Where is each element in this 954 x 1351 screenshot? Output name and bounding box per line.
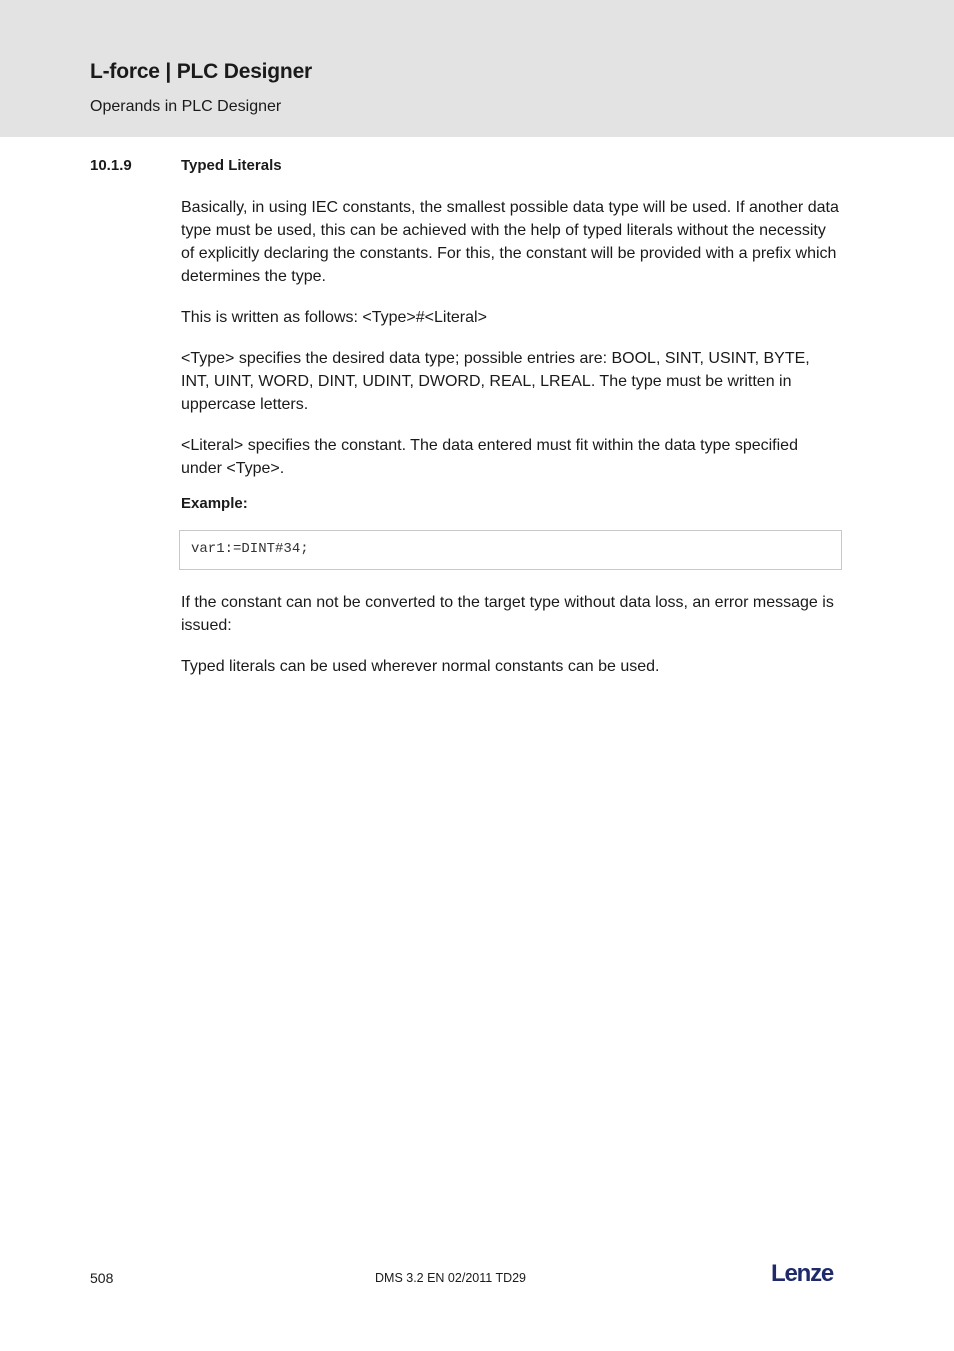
- code-example: var1:=DINT#34;: [191, 541, 309, 557]
- paragraph-intro: Basically, in using IEC constants, the smallest possible data type will be used. If another data type must be used, this can be achieved with the help of typed literals without the necessity of explicitly declaring the constants. For this, the constant will be provided with a prefix which determines the type.: [181, 199, 839, 285]
- page-number: 508: [90, 1270, 114, 1286]
- paragraph-usage: Typed literals can be used wherever normal constants can be used.: [181, 658, 660, 675]
- lenze-logo: [770, 1259, 850, 1287]
- chapter-subtitle: Operands in PLC Designer: [90, 98, 282, 115]
- document-title: L-force | PLC Designer: [90, 60, 313, 83]
- code-example-box: [179, 530, 842, 570]
- paragraph-syntax: This is written as follows: <Type>#<Literal>: [181, 309, 487, 326]
- paragraph-type: <Type> specifies the desired data type; possible entries are: BOOL, SINT, USINT, BYTE, INT, UINT, WORD, DINT, UDINT, DWORD, REAL, LREAL. The type must be written in uppercase letters.: [181, 350, 810, 413]
- document-id: DMS 3.2 EN 02/2011 TD29: [375, 1271, 527, 1285]
- lenze-logo-text: Lenze: [771, 1260, 834, 1287]
- paragraph-literal: <Literal> specifies the constant. The data entered must fit within the data type specified under <Type>.: [181, 437, 798, 477]
- example-label: Example:: [181, 495, 248, 512]
- paragraph-error: If the constant can not be converted to the target type without data loss, an error message is issued:: [181, 594, 834, 634]
- section-number: 10.1.9: [90, 157, 132, 174]
- section-title: Typed Literals: [181, 157, 282, 174]
